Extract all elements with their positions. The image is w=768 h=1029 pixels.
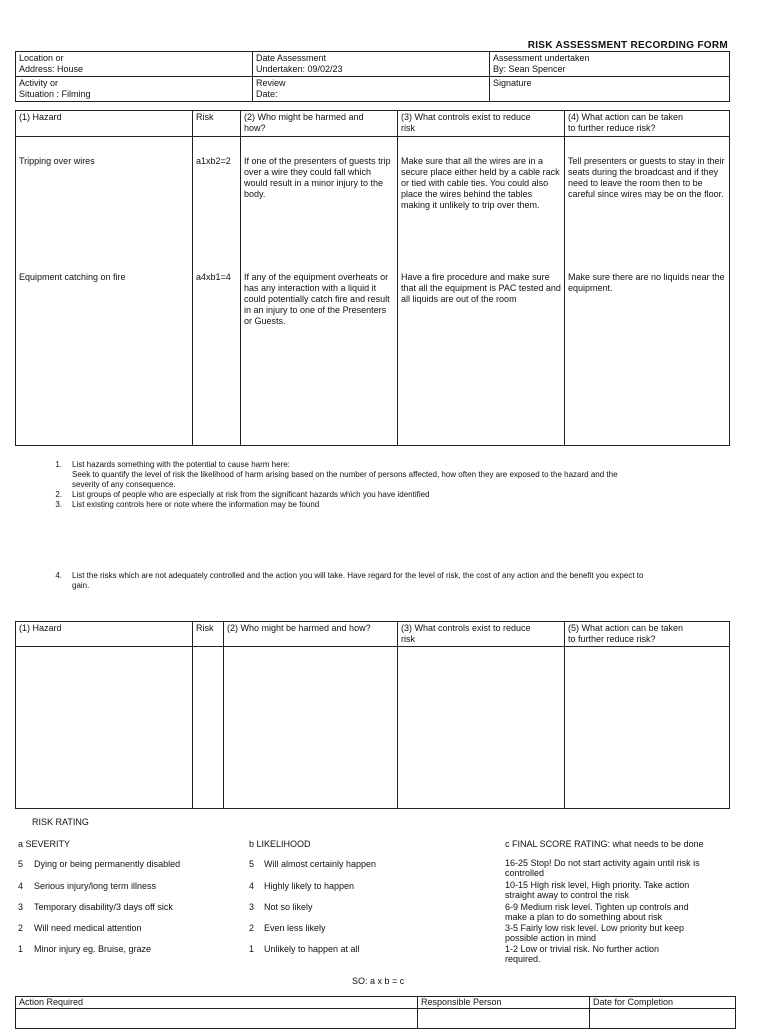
severity-text: Minor injury eg. Bruise, graze [34,944,152,954]
action-entry[interactable] [565,647,730,809]
final-score-item: 1-2 Low or trivial risk. No further action required. [505,944,660,964]
action-cell [565,137,730,446]
who-header: (2) Who might be harmed and how? [224,622,398,647]
hazard-table-2 [15,621,730,809]
likelihood-title: b LIKELIHOOD [249,839,311,849]
date-assessment-cell [253,52,490,77]
review-date: Date: [256,89,278,99]
final-score-item: 3-5 Fairly low risk level. Low priority but keep possible action in mind [505,923,685,943]
situation-value: Situation : Filming [19,89,91,99]
location-label: Location or [19,53,64,63]
severity-num: 4 [18,881,24,891]
severity-text: Temporary disability/3 days off sick [34,902,173,912]
assessment-by-label: Assessment undertaken [493,53,590,63]
date-assessment-label: Date Assessment [256,53,327,63]
risk-value: a4xb1=4 [196,272,231,282]
note-text: List hazards something with the potential to cause harm here: [72,460,290,469]
controls-header: (3) What controls exist to reduce risk [398,111,565,137]
hazard-text: Equipment catching on fire [19,272,126,282]
who-text: If any of the equipment overheats or has any interaction with a liquid it could potentially catch fire and result in an injury to one of the Presenters or Guests. [244,272,390,326]
location-cell [16,52,253,77]
likelihood-num: 1 [249,944,255,954]
likelihood-num: 2 [249,923,255,933]
note-text: List the risks which are not adequately controlled and the action you will take. Have regard for the level of risk, the cost of any action and the benefit you expect to [72,571,644,580]
date-completion-entry[interactable] [590,1009,736,1029]
action-required-header: Action Required [16,997,418,1009]
risk-header: Risk [193,111,241,137]
undertaken-date: Undertaken: 09/02/23 [256,64,343,74]
header-table [15,51,730,102]
risk-entry[interactable] [193,647,224,809]
address-value: Address: House [19,64,84,74]
severity-title: a SEVERITY [18,839,71,849]
who-header: (2) Who might be harmed and how? [241,111,398,137]
action-text: Tell presenters or guests to stay in their seats during the broadcast and if they need to leave the room then to be careful since wires may be on the floor. [568,156,725,199]
likelihood-text: Unlikely to happen at all [264,944,360,954]
severity-num: 5 [18,859,24,869]
who-text: If one of the presenters of guests trip over a wire they could fall which would result in a minor injury to the body. [244,156,391,199]
note-number: 1. [55,460,62,469]
note-text: severity of any consequence. [72,480,176,489]
likelihood-text: Highly likely to happen [264,881,355,891]
responsible-person-entry[interactable] [418,1009,590,1029]
controls-entry[interactable] [398,647,565,809]
note-text: Seek to quantify the level of risk the likelihood of harm arising based on the number of persons affected, how often they are exposed to the hazard and the [72,470,618,479]
hazard-header: (1) Hazard [16,111,193,137]
severity-num: 3 [18,902,24,912]
likelihood-num: 4 [249,881,255,891]
responsible-person-header: Responsible Person [418,997,590,1009]
action-table [15,996,736,1029]
date-completion-header: Date for Completion [590,997,736,1009]
action-required-entry[interactable] [16,1009,418,1029]
risk-rating-title: RISK RATING [32,817,89,827]
severity-text: Dying or being permanently disabled [34,859,181,869]
controls-cell [398,137,565,446]
signature-cell [490,77,730,102]
hazard-entry[interactable] [16,647,193,809]
severity-num: 1 [18,944,24,954]
likelihood-text: Even less likely [264,923,326,933]
review-cell [253,77,490,102]
action-text: Make sure there are no liquids near the equipment. [568,272,725,293]
likelihood-text: Not so likely [264,902,313,912]
note-text: List groups of people who are especially at risk from the significant hazards which you have identified [72,490,430,499]
who-cell [241,137,398,446]
signature-label: Signature [493,78,532,88]
action-header: (4) What action can be taken to further reduce risk? [565,111,730,137]
controls-text: Make sure that all the wires are in a secure place either held by a cable rack or tied with cable ties. You could also place the wires behind the tables making it unlikely to trip over them. [401,156,560,210]
hazard-text: Tripping over wires [19,156,95,166]
risk-cell [193,137,241,446]
note-number: 3. [55,500,62,509]
risk-value: a1xb2=2 [196,156,231,166]
severity-text: Serious injury/long term illness [34,881,157,891]
hazard-header: (1) Hazard [16,622,193,647]
formula: SO: a x b = c [352,976,405,986]
activity-label: Activity or [19,78,59,88]
assessment-by: By: Sean Spencer [493,64,566,74]
controls-text: Have a fire procedure and make sure that all the equipment is PAC tested and all liquids are out of the room [401,272,561,304]
note-text: List existing controls here or note where the information may be found [72,500,320,509]
severity-text: Will need medical attention [34,923,142,933]
assessor-cell [490,52,730,77]
final-score-item: 16-25 Stop! Do not start activity again until risk is controlled [505,858,700,878]
final-score-item: 10-15 High risk level, High priority. Take action straight away to control the risk [505,880,690,900]
hazard-table [15,110,730,446]
note-text: gain. [72,581,90,590]
controls-header: (3) What controls exist to reduce risk [398,622,565,647]
activity-cell [16,77,253,102]
who-entry[interactable] [224,647,398,809]
risk-header: Risk [193,622,224,647]
note-number: 4. [55,571,62,580]
review-label: Review [256,78,286,88]
action-header: (5) What action can be taken to further reduce risk? [565,622,730,647]
hazard-cell [16,137,193,446]
likelihood-text: Will almost certainly happen [264,859,377,869]
likelihood-num: 5 [249,859,255,869]
note-number: 2. [55,490,62,499]
form-title: RISK ASSESSMENT RECORDING FORM [527,40,728,51]
severity-num: 2 [18,923,24,933]
final-title: c FINAL SCORE RATING: what needs to be done [505,839,704,849]
likelihood-num: 3 [249,902,255,912]
final-score-item: 6-9 Medium risk level. Tighten up controls and make a plan to do something about risk [505,902,689,922]
